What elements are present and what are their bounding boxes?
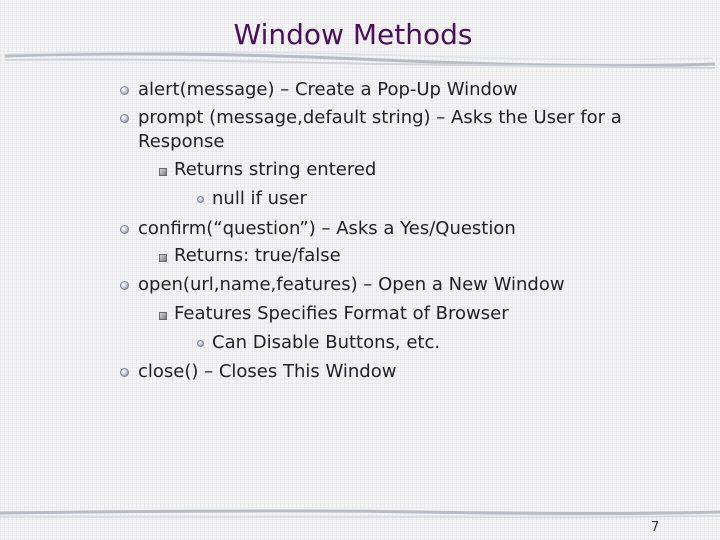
bullet-square-icon [159, 254, 167, 262]
bullet-item [138, 78, 518, 102]
page-number: 7 [651, 520, 660, 535]
bullet-text: confirm(“question”) – Asks a Yes/Question [138, 218, 516, 239]
bullet-dot-icon [120, 281, 129, 290]
sub-bullet-item [174, 244, 341, 268]
bullet-text: alert(message) – Create a Pop-Up Window [138, 79, 518, 100]
bullet-text: Returns: true/false [174, 245, 341, 266]
sub-sub-bullet-item [212, 331, 440, 355]
sub-bullet-item [174, 158, 376, 182]
bullet-continuation [138, 130, 224, 154]
bullet-item [138, 360, 396, 384]
title-underline [0, 46, 720, 76]
bullet-dot-icon [120, 114, 129, 123]
bullet-item [138, 106, 622, 130]
bullet-item [138, 217, 516, 241]
bullet-small-dot-icon [197, 196, 204, 203]
bullet-square-icon [159, 168, 167, 176]
bullet-text: close() – Closes This Window [138, 361, 397, 382]
bullet-text: null if user [212, 188, 307, 209]
bullet-dot-icon [120, 86, 129, 95]
footer-rule [0, 504, 720, 524]
sub-sub-bullet-item [212, 187, 307, 211]
bullet-dot-icon [120, 368, 129, 377]
sub-bullet-item [174, 302, 509, 326]
bullet-text: prompt (message,default string) – Asks the User for a [138, 107, 622, 128]
bullet-text: Response [138, 131, 225, 152]
bullet-small-dot-icon [197, 340, 204, 347]
bullet-item [138, 273, 565, 297]
bullet-dot-icon [120, 225, 129, 234]
bullet-text: Can Disable Buttons, etc. [212, 332, 441, 353]
bullet-text: Returns string entered [174, 159, 377, 180]
bullet-text: Features Specifies Format of Browser [174, 303, 509, 324]
bullet-square-icon [159, 312, 167, 320]
bullet-text: open(url,name,features) – Open a New Window [138, 274, 565, 295]
slide-title: Window Methods [233, 18, 473, 51]
